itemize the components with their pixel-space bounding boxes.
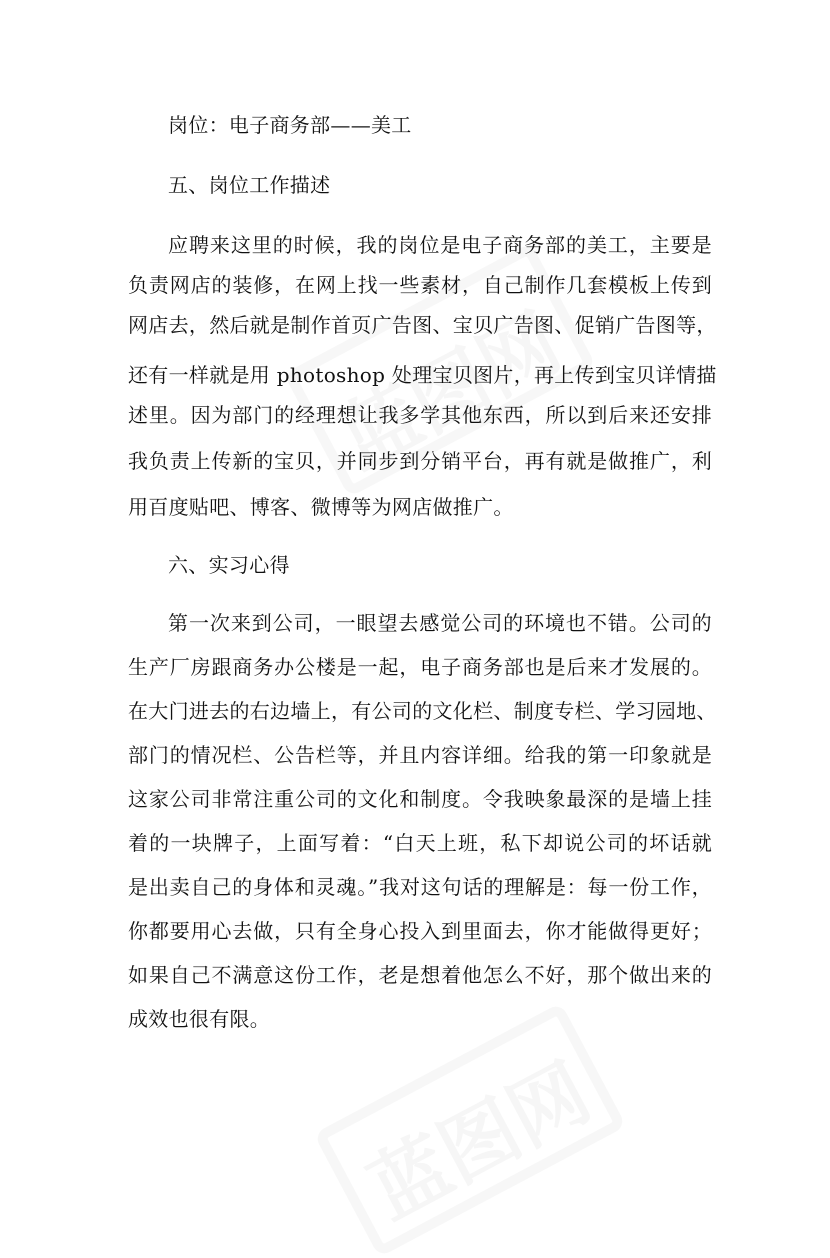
paragraph-line: 还有一样就是用 photoshop 处理宝贝图片，再上传到宝贝详情描 [128,363,717,387]
section6-heading: 六、实习心得 [168,553,290,577]
paragraph-line: 我负责上传新的宝贝，并同步到分销平台，再有就是做推广，利 [128,449,712,473]
paragraph-line: 应聘来这里的时候，我的岗位是电子商务部的美工，主要是 [168,233,712,257]
paragraph-line: 用百度贴吧、博客、微博等为网店做推广。 [128,495,514,519]
paragraph-line: 着的一块牌子，上面写着：“白天上班，私下却说公司的坏话就 [128,831,712,855]
paragraph-line: 网店去，然后就是制作首页广告图、宝贝广告图、促销广告图等， [128,313,717,337]
position-line: 岗位：电子商务部——美工 [168,113,412,137]
paragraph-line: 成效也很有限。 [128,1007,271,1031]
paragraph-line: 你都要用心去做，只有全身心投入到里面去，你才能做得更好； [128,919,712,943]
section5-heading: 五、岗位工作描述 [168,173,331,197]
paragraph-line: 述里。因为部门的经理想让我多学其他东西，所以到后来还安排 [128,403,712,427]
paragraph-line: 部门的情况栏、公告栏等，并且内容详细。给我的第一印象就是 [128,743,712,767]
paragraph-line: 在大门进去的右边墙上，有公司的文化栏、制度专栏、学习园地、 [128,699,717,723]
paragraph-line: 负责网店的装修，在网上找一些素材，自己制作几套模板上传到 [128,273,712,297]
paragraph-line: 生产厂房跟商务办公楼是一起，电子商务部也是后来才发展的。 [128,655,712,679]
watermark-shape-bottom [314,1002,627,1257]
paragraph-line: 是出卖自己的身体和灵魂。”我对这句话的理解是：每一份工作， [128,875,712,899]
paragraph-line: 这家公司非常注重公司的文化和制度。令我映象最深的是墙上挂 [128,787,712,811]
paragraph-line: 第一次来到公司，一眼望去感觉公司的环境也不错。公司的 [168,611,712,635]
paragraph-line: 如果自己不满意这份工作，老是想着他怎么不好，那个做出来的 [128,963,712,987]
watermark-text-bottom [347,1032,606,1241]
